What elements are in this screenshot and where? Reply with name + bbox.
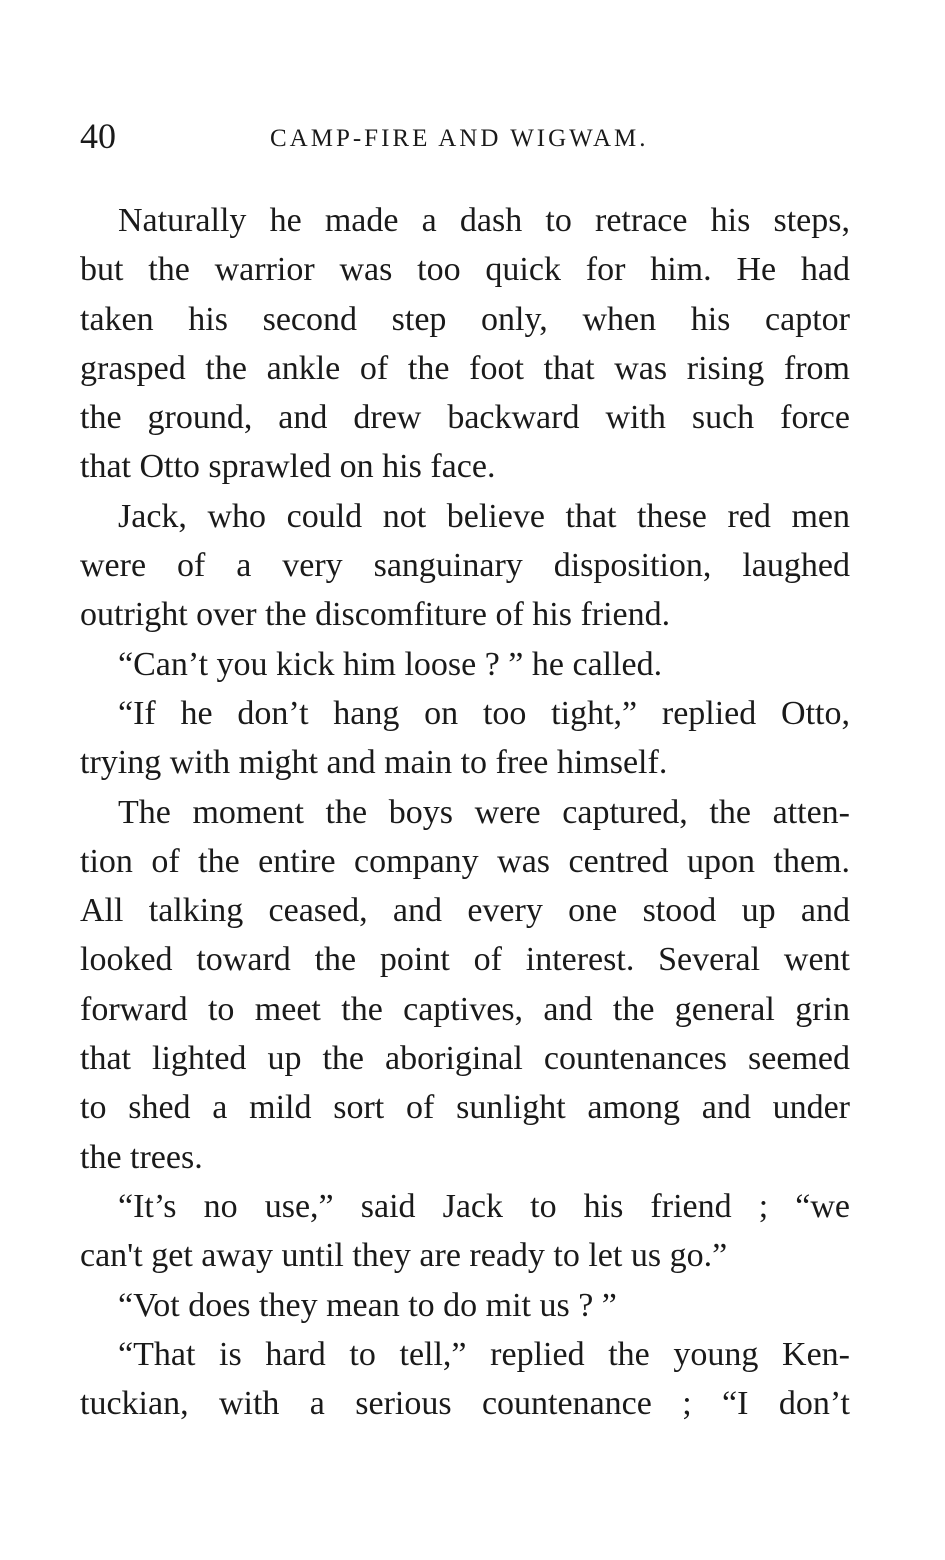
running-title: CAMP-FIRE AND WIGWAM. xyxy=(270,125,649,152)
text-line: Naturally he made a dash to retrace his steps, xyxy=(118,202,850,239)
text-line: The moment the boys were captured, the atten- xyxy=(118,793,850,831)
text-line: All talking ceased, and every one stood up and xyxy=(80,892,850,930)
text-line: “It’s no use,” said Jack to his friend ; “we xyxy=(118,1187,850,1225)
page-number: 40 xyxy=(80,116,116,156)
text-line: “That is hard to tell,” replied the young Ken- xyxy=(118,1335,850,1373)
text-line: to shed a mild sort of sunlight among and under xyxy=(80,1089,850,1127)
text-line: tuckian, with a serious countenance ; “I don’t xyxy=(80,1385,850,1423)
text-line: forward to meet the captives, and the general grin xyxy=(80,990,850,1028)
text-line: can't get away until they are ready to let us go.” xyxy=(80,1237,728,1275)
text-line: tion of the entire company was centred upon them. xyxy=(80,842,850,880)
text-line: outright over the discomfiture of his friend. xyxy=(80,596,671,634)
text-line: “Can’t you kick him loose ? ” he called. xyxy=(118,645,663,683)
body-text xyxy=(80,196,850,1428)
text-line: “If he don’t hang on too tight,” replied Otto, xyxy=(118,694,850,732)
text-line: the trees. xyxy=(80,1138,203,1176)
text-line: the ground, and drew backward with such force xyxy=(80,399,850,437)
text-line: taken his second step only, when his captor xyxy=(80,300,850,338)
text-line: looked toward the point of interest. Several went xyxy=(80,941,850,979)
text-line: but the warrior was too quick for him. He had xyxy=(80,251,850,289)
text-line: Jack, who could not believe that these red men xyxy=(118,497,850,535)
text-line: that Otto sprawled on his face. xyxy=(80,448,496,486)
text-line: “Vot does they mean to do mit us ? ” xyxy=(118,1286,617,1324)
text-line: that lighted up the aboriginal countenances seemed xyxy=(80,1040,850,1078)
text-line: grasped the ankle of the foot that was rising from xyxy=(80,349,850,387)
text-line: were of a very sanguinary disposition, laughed xyxy=(80,547,850,585)
text-line: trying with might and main to free himself. xyxy=(80,744,668,782)
